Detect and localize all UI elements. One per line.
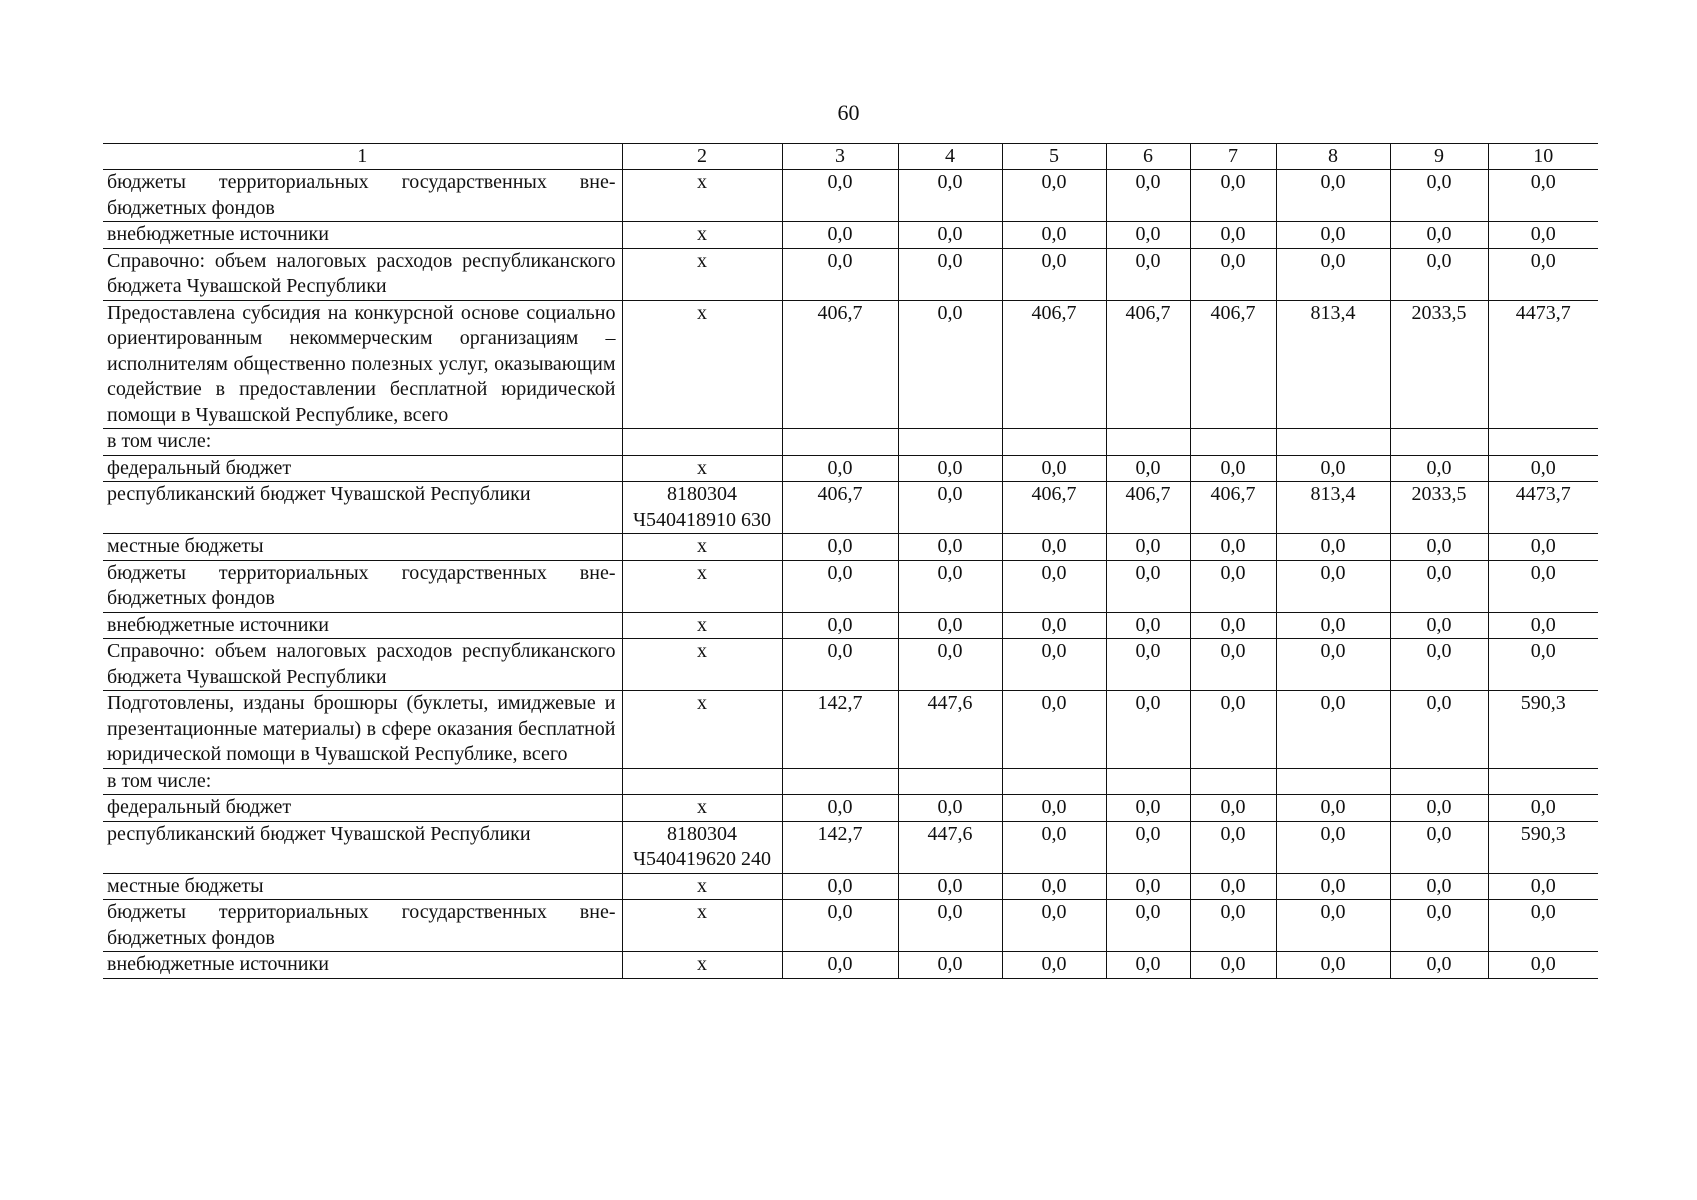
value-cell-col-7: 0,0 <box>1190 170 1276 222</box>
value-cell-col-5: 0,0 <box>1002 691 1106 769</box>
value-cell-col-7: 0,0 <box>1190 873 1276 900</box>
budget-code: x <box>622 900 782 952</box>
value-cell-col-9: 0,0 <box>1390 795 1488 822</box>
value-cell-col-9 <box>1390 429 1488 456</box>
value-cell-col-6: 0,0 <box>1106 952 1190 979</box>
row-label: Справочно: объем налоговых расходов республиканского бюджета Чувашской Республики <box>103 248 622 300</box>
value-cell-col-5: 0,0 <box>1002 455 1106 482</box>
value-cell-col-8: 0,0 <box>1276 534 1390 561</box>
budget-code: x <box>622 534 782 561</box>
value-cell-col-6: 0,0 <box>1106 873 1190 900</box>
table-row <box>103 248 1598 300</box>
value-cell-col-5: 0,0 <box>1002 952 1106 979</box>
column-header-4: 4 <box>898 144 1002 170</box>
value-cell-col-4: 447,6 <box>898 821 1002 873</box>
value-cell-col-4: 0,0 <box>898 482 1002 534</box>
table-row <box>103 170 1598 222</box>
value-cell-col-7: 0,0 <box>1190 821 1276 873</box>
budget-code <box>622 429 782 456</box>
value-cell-col-9 <box>1390 768 1488 795</box>
row-label: республиканский бюджет Чувашской Республики <box>103 821 622 873</box>
row-label: республиканский бюджет Чувашской Республики <box>103 482 622 534</box>
value-cell-col-8 <box>1276 768 1390 795</box>
budget-code: x <box>622 560 782 612</box>
value-cell-col-7: 0,0 <box>1190 612 1276 639</box>
value-cell-col-8: 0,0 <box>1276 612 1390 639</box>
value-cell-col-7: 0,0 <box>1190 248 1276 300</box>
value-cell-col-8: 0,0 <box>1276 455 1390 482</box>
value-cell-col-9: 2033,5 <box>1390 300 1488 429</box>
value-cell-col-9: 0,0 <box>1390 612 1488 639</box>
row-label: в том числе: <box>103 429 622 456</box>
value-cell-col-6: 406,7 <box>1106 482 1190 534</box>
value-cell-col-9: 0,0 <box>1390 170 1488 222</box>
table-header-row <box>103 144 1598 170</box>
row-label: бюджеты территориальных государственных внебюджетных фондов <box>103 900 622 952</box>
value-cell-col-10: 0,0 <box>1488 873 1598 900</box>
value-cell-col-5: 406,7 <box>1002 482 1106 534</box>
value-cell-col-6: 0,0 <box>1106 795 1190 822</box>
table-row <box>103 639 1598 691</box>
value-cell-col-7: 0,0 <box>1190 952 1276 979</box>
value-cell-col-3: 0,0 <box>782 873 898 900</box>
value-cell-col-6: 0,0 <box>1106 248 1190 300</box>
budget-code: x <box>622 795 782 822</box>
row-label: бюджеты территориальных государственных внебюджетных фондов <box>103 170 622 222</box>
value-cell-col-9: 0,0 <box>1390 560 1488 612</box>
value-cell-col-8: 0,0 <box>1276 795 1390 822</box>
value-cell-col-7 <box>1190 768 1276 795</box>
table-body <box>103 144 1598 979</box>
value-cell-col-10: 0,0 <box>1488 900 1598 952</box>
budget-code: x <box>622 612 782 639</box>
value-cell-col-4: 0,0 <box>898 639 1002 691</box>
budget-code: x <box>622 873 782 900</box>
column-header-10: 10 <box>1488 144 1598 170</box>
value-cell-col-9: 0,0 <box>1390 455 1488 482</box>
value-cell-col-10: 0,0 <box>1488 222 1598 249</box>
value-cell-col-5: 0,0 <box>1002 821 1106 873</box>
value-cell-col-8: 0,0 <box>1276 560 1390 612</box>
value-cell-col-4: 0,0 <box>898 170 1002 222</box>
value-cell-col-3: 0,0 <box>782 795 898 822</box>
value-cell-col-10: 0,0 <box>1488 455 1598 482</box>
table-row <box>103 612 1598 639</box>
value-cell-col-4: 447,6 <box>898 691 1002 769</box>
value-cell-col-10: 0,0 <box>1488 534 1598 561</box>
row-label: внебюджетные источники <box>103 612 622 639</box>
value-cell-col-3: 0,0 <box>782 222 898 249</box>
value-cell-col-10: 0,0 <box>1488 560 1598 612</box>
value-cell-col-6: 0,0 <box>1106 560 1190 612</box>
value-cell-col-8: 0,0 <box>1276 900 1390 952</box>
table-row <box>103 300 1598 429</box>
value-cell-col-6 <box>1106 768 1190 795</box>
value-cell-col-9: 0,0 <box>1390 900 1488 952</box>
value-cell-col-4: 0,0 <box>898 873 1002 900</box>
value-cell-col-10 <box>1488 429 1598 456</box>
value-cell-col-9: 0,0 <box>1390 248 1488 300</box>
value-cell-col-5: 0,0 <box>1002 900 1106 952</box>
value-cell-col-4 <box>898 429 1002 456</box>
budget-code: x <box>622 300 782 429</box>
value-cell-col-5: 0,0 <box>1002 795 1106 822</box>
value-cell-col-9: 0,0 <box>1390 534 1488 561</box>
column-header-7: 7 <box>1190 144 1276 170</box>
value-cell-col-8: 0,0 <box>1276 170 1390 222</box>
budget-code: 8180304 Ч540419620 240 <box>622 821 782 873</box>
value-cell-col-9: 2033,5 <box>1390 482 1488 534</box>
value-cell-col-3 <box>782 768 898 795</box>
value-cell-col-5: 0,0 <box>1002 639 1106 691</box>
column-header-1: 1 <box>103 144 622 170</box>
value-cell-col-5: 0,0 <box>1002 873 1106 900</box>
value-cell-col-5: 0,0 <box>1002 612 1106 639</box>
value-cell-col-6: 0,0 <box>1106 821 1190 873</box>
value-cell-col-7: 0,0 <box>1190 534 1276 561</box>
value-cell-col-7: 0,0 <box>1190 222 1276 249</box>
column-header-3: 3 <box>782 144 898 170</box>
value-cell-col-7: 0,0 <box>1190 900 1276 952</box>
value-cell-col-8: 0,0 <box>1276 248 1390 300</box>
row-label: бюджеты территориальных государственных внебюджетных фондов <box>103 560 622 612</box>
value-cell-col-8: 0,0 <box>1276 952 1390 979</box>
table-row <box>103 952 1598 979</box>
table-row <box>103 482 1598 534</box>
value-cell-col-4: 0,0 <box>898 612 1002 639</box>
value-cell-col-7: 406,7 <box>1190 482 1276 534</box>
value-cell-col-5: 0,0 <box>1002 560 1106 612</box>
value-cell-col-10: 4473,7 <box>1488 300 1598 429</box>
value-cell-col-6: 0,0 <box>1106 900 1190 952</box>
value-cell-col-5: 0,0 <box>1002 534 1106 561</box>
table-row <box>103 429 1598 456</box>
value-cell-col-10: 0,0 <box>1488 639 1598 691</box>
value-cell-col-10: 0,0 <box>1488 170 1598 222</box>
value-cell-col-6: 0,0 <box>1106 612 1190 639</box>
row-label: внебюджетные источники <box>103 222 622 249</box>
value-cell-col-4: 0,0 <box>898 534 1002 561</box>
value-cell-col-7: 406,7 <box>1190 300 1276 429</box>
value-cell-col-7: 0,0 <box>1190 639 1276 691</box>
row-label: Предоставлена субсидия на конкурсной основе социально ориентированным некоммерческим организациям – исполнителям общественно полезных услуг, оказывающим содействие в предоставлении бесплатной юридической помощи в Чувашской Республике, всего <box>103 300 622 429</box>
value-cell-col-3: 0,0 <box>782 900 898 952</box>
value-cell-col-4: 0,0 <box>898 900 1002 952</box>
row-label: внебюджетные источники <box>103 952 622 979</box>
value-cell-col-10 <box>1488 768 1598 795</box>
value-cell-col-3: 0,0 <box>782 534 898 561</box>
value-cell-col-4: 0,0 <box>898 222 1002 249</box>
row-label: местные бюджеты <box>103 534 622 561</box>
value-cell-col-8: 0,0 <box>1276 222 1390 249</box>
budget-code: x <box>622 248 782 300</box>
column-header-2: 2 <box>622 144 782 170</box>
budget-code: x <box>622 170 782 222</box>
value-cell-col-4: 0,0 <box>898 952 1002 979</box>
table-row <box>103 455 1598 482</box>
value-cell-col-7: 0,0 <box>1190 560 1276 612</box>
value-cell-col-3: 0,0 <box>782 560 898 612</box>
value-cell-col-3: 0,0 <box>782 612 898 639</box>
row-label: Справочно: объем налоговых расходов республиканского бюджета Чувашской Республики <box>103 639 622 691</box>
value-cell-col-7: 0,0 <box>1190 455 1276 482</box>
budget-code: x <box>622 691 782 769</box>
value-cell-col-10: 590,3 <box>1488 821 1598 873</box>
budget-table <box>103 143 1598 979</box>
value-cell-col-10: 0,0 <box>1488 248 1598 300</box>
value-cell-col-3: 0,0 <box>782 639 898 691</box>
value-cell-col-4: 0,0 <box>898 455 1002 482</box>
row-label: местные бюджеты <box>103 873 622 900</box>
value-cell-col-6: 0,0 <box>1106 170 1190 222</box>
value-cell-col-3: 406,7 <box>782 300 898 429</box>
value-cell-col-5: 406,7 <box>1002 300 1106 429</box>
value-cell-col-3: 0,0 <box>782 952 898 979</box>
budget-code: x <box>622 222 782 249</box>
value-cell-col-5: 0,0 <box>1002 170 1106 222</box>
value-cell-col-3: 406,7 <box>782 482 898 534</box>
value-cell-col-3 <box>782 429 898 456</box>
page-number: 60 <box>837 100 860 125</box>
value-cell-col-5: 0,0 <box>1002 248 1106 300</box>
value-cell-col-10: 4473,7 <box>1488 482 1598 534</box>
value-cell-col-4: 0,0 <box>898 795 1002 822</box>
value-cell-col-3: 0,0 <box>782 455 898 482</box>
table-row <box>103 691 1598 769</box>
value-cell-col-4: 0,0 <box>898 300 1002 429</box>
value-cell-col-3: 0,0 <box>782 248 898 300</box>
value-cell-col-10: 0,0 <box>1488 795 1598 822</box>
value-cell-col-9: 0,0 <box>1390 952 1488 979</box>
value-cell-col-7: 0,0 <box>1190 691 1276 769</box>
value-cell-col-10: 0,0 <box>1488 952 1598 979</box>
column-header-9: 9 <box>1390 144 1488 170</box>
value-cell-col-6: 0,0 <box>1106 534 1190 561</box>
value-cell-col-7 <box>1190 429 1276 456</box>
value-cell-col-9: 0,0 <box>1390 821 1488 873</box>
value-cell-col-9: 0,0 <box>1390 873 1488 900</box>
table-row <box>103 768 1598 795</box>
budget-code <box>622 768 782 795</box>
value-cell-col-3: 0,0 <box>782 170 898 222</box>
value-cell-col-4: 0,0 <box>898 560 1002 612</box>
value-cell-col-3: 142,7 <box>782 691 898 769</box>
row-label: федеральный бюджет <box>103 795 622 822</box>
value-cell-col-6: 0,0 <box>1106 691 1190 769</box>
value-cell-col-5 <box>1002 768 1106 795</box>
value-cell-col-8: 0,0 <box>1276 691 1390 769</box>
table-row <box>103 821 1598 873</box>
table-row <box>103 795 1598 822</box>
value-cell-col-7: 0,0 <box>1190 795 1276 822</box>
value-cell-col-8 <box>1276 429 1390 456</box>
value-cell-col-8: 813,4 <box>1276 482 1390 534</box>
value-cell-col-9: 0,0 <box>1390 222 1488 249</box>
table-row <box>103 222 1598 249</box>
value-cell-col-6 <box>1106 429 1190 456</box>
value-cell-col-4: 0,0 <box>898 248 1002 300</box>
table-row <box>103 900 1598 952</box>
row-label: в том числе: <box>103 768 622 795</box>
table-row <box>103 873 1598 900</box>
budget-code: x <box>622 455 782 482</box>
row-label: федеральный бюджет <box>103 455 622 482</box>
value-cell-col-4 <box>898 768 1002 795</box>
column-header-5: 5 <box>1002 144 1106 170</box>
value-cell-col-9: 0,0 <box>1390 691 1488 769</box>
value-cell-col-5 <box>1002 429 1106 456</box>
value-cell-col-8: 0,0 <box>1276 873 1390 900</box>
budget-code: 8180304 Ч540418910 630 <box>622 482 782 534</box>
column-header-8: 8 <box>1276 144 1390 170</box>
column-header-6: 6 <box>1106 144 1190 170</box>
budget-code: x <box>622 952 782 979</box>
budget-code: x <box>622 639 782 691</box>
value-cell-col-10: 0,0 <box>1488 612 1598 639</box>
value-cell-col-6: 0,0 <box>1106 639 1190 691</box>
value-cell-col-8: 0,0 <box>1276 639 1390 691</box>
value-cell-col-3: 142,7 <box>782 821 898 873</box>
value-cell-col-10: 590,3 <box>1488 691 1598 769</box>
value-cell-col-9: 0,0 <box>1390 639 1488 691</box>
table-row <box>103 534 1598 561</box>
value-cell-col-6: 406,7 <box>1106 300 1190 429</box>
value-cell-col-6: 0,0 <box>1106 222 1190 249</box>
row-label: Подготовлены, изданы брошюры (буклеты, имиджевые и презентационные материалы) в сфере оказания бесплатной юридической помощи в Чувашской Республике, всего <box>103 691 622 769</box>
value-cell-col-8: 813,4 <box>1276 300 1390 429</box>
value-cell-col-8: 0,0 <box>1276 821 1390 873</box>
value-cell-col-5: 0,0 <box>1002 222 1106 249</box>
table-row <box>103 560 1598 612</box>
value-cell-col-6: 0,0 <box>1106 455 1190 482</box>
